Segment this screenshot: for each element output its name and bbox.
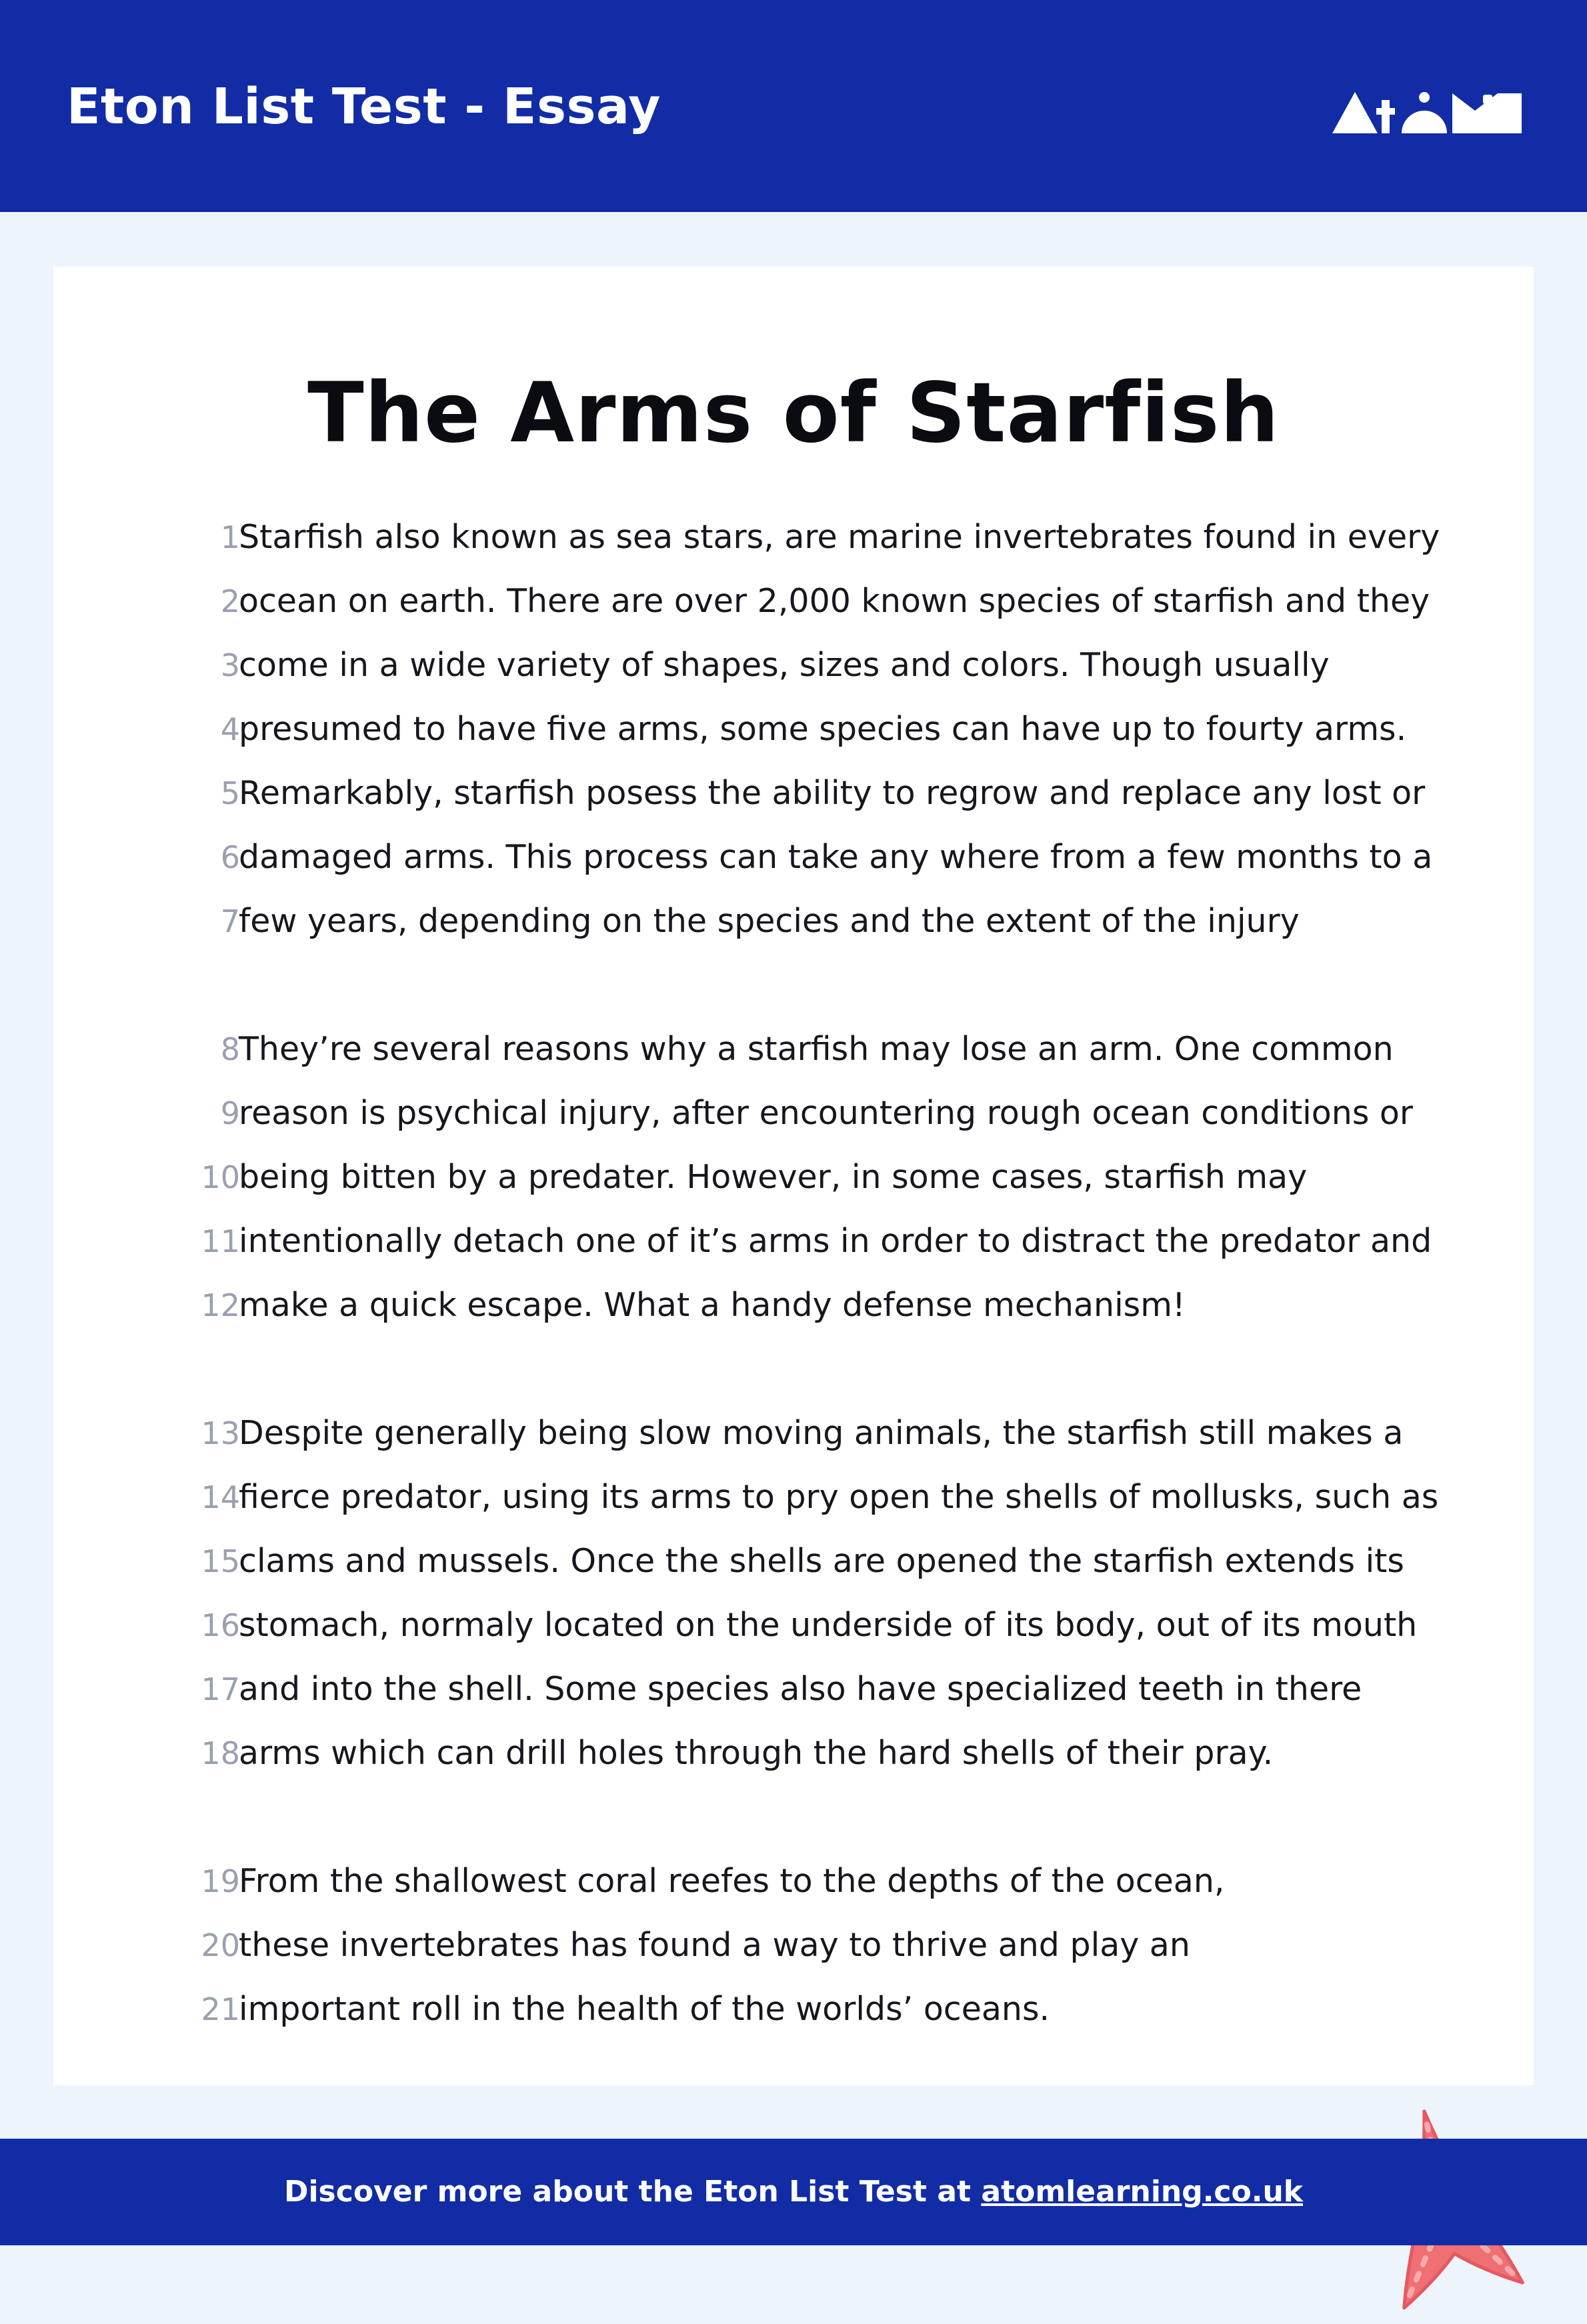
essay-line bbox=[53, 1401, 1534, 1465]
essay-line bbox=[53, 1081, 1534, 1145]
essay-line bbox=[53, 697, 1534, 761]
line-text: arms which can drill holes through the hard shells of their pray. bbox=[239, 1734, 1274, 1772]
line-number: 21 bbox=[201, 1991, 240, 2027]
line-text: important roll in the health of the worlds’ oceans. bbox=[239, 1990, 1050, 2028]
line-number: 12 bbox=[201, 1287, 240, 1323]
essay-title: The Arms of Starfish bbox=[307, 365, 1280, 461]
line-text: come in a wide variety of shapes, sizes and colors. Though usually bbox=[239, 646, 1330, 684]
footer-text bbox=[0, 2139, 1587, 2245]
line-text: From the shallowest coral reefes to the depths of the ocean, bbox=[239, 1862, 1225, 1900]
line-text: few years, depending on the species and the extent of the injury bbox=[239, 902, 1300, 940]
line-text: make a quick escape. What a handy defense mechanism! bbox=[239, 1286, 1186, 1324]
essay-line bbox=[53, 825, 1534, 889]
line-number: 3 bbox=[220, 647, 240, 683]
essay-line bbox=[53, 1913, 1534, 1977]
essay-line bbox=[53, 1977, 1534, 2041]
line-number: 13 bbox=[201, 1415, 240, 1451]
essay-line bbox=[53, 1849, 1534, 1913]
line-number: 9 bbox=[220, 1095, 240, 1131]
essay-line bbox=[53, 1721, 1534, 1785]
line-text: these invertebrates has found a way to thrive and play an bbox=[239, 1926, 1190, 1964]
line-number: 10 bbox=[201, 1159, 240, 1195]
essay-line bbox=[53, 569, 1534, 633]
line-number: 7 bbox=[220, 903, 240, 939]
line-number: 16 bbox=[201, 1607, 240, 1643]
line-text: Remarkably, starfish posess the ability to regrow and replace any lost or bbox=[239, 774, 1426, 812]
line-text: ocean on earth. There are over 2,000 known species of starfish and they bbox=[239, 582, 1430, 620]
essay-lines bbox=[53, 267, 1534, 2085]
line-number: 1 bbox=[220, 519, 240, 555]
line-text: and into the shell. Some species also have specialized teeth in there bbox=[239, 1670, 1362, 1708]
line-text: Starfish also known as sea stars, are marine invertebrates found in every bbox=[239, 518, 1440, 556]
essay-card bbox=[53, 267, 1534, 2085]
essay-line bbox=[53, 1593, 1534, 1657]
line-text: Despite generally being slow moving animals, the starfish still makes a bbox=[239, 1414, 1404, 1452]
line-number: 20 bbox=[201, 1927, 240, 1963]
line-number: 6 bbox=[220, 839, 240, 875]
line-number: 8 bbox=[220, 1031, 240, 1067]
line-text: presumed to have five arms, some species can have up to fourty arms. bbox=[239, 710, 1407, 748]
line-text: They’re several reasons why a starfish may lose an arm. One common bbox=[239, 1030, 1394, 1068]
line-number: 4 bbox=[220, 711, 240, 747]
line-number: 18 bbox=[201, 1735, 240, 1771]
essay-line bbox=[53, 1273, 1534, 1337]
page-header bbox=[0, 0, 1587, 212]
essay-line bbox=[53, 1465, 1534, 1529]
line-number: 2 bbox=[220, 583, 240, 619]
line-number: 14 bbox=[201, 1479, 240, 1515]
essay-line bbox=[53, 889, 1534, 953]
footer-link[interactable]: atomlearning.co.uk bbox=[981, 2175, 1304, 2209]
essay-line bbox=[53, 1529, 1534, 1593]
essay-line bbox=[53, 1017, 1534, 1081]
line-number: 5 bbox=[220, 775, 240, 811]
line-text: damaged arms. This process can take any where from a few months to a bbox=[239, 838, 1433, 876]
essay-line bbox=[53, 1657, 1534, 1721]
line-text: being bitten by a predater. However, in some cases, starfish may bbox=[239, 1158, 1308, 1196]
line-number: 11 bbox=[201, 1223, 240, 1259]
header-title: Eton List Test - Essay bbox=[67, 78, 661, 135]
page-footer bbox=[0, 2139, 1587, 2245]
line-number: 19 bbox=[201, 1863, 240, 1899]
footer-label: Discover more about the Eton List Test at bbox=[283, 2175, 982, 2209]
essay-line bbox=[53, 633, 1534, 697]
line-number: 17 bbox=[201, 1671, 240, 1707]
essay-line bbox=[53, 761, 1534, 825]
essay-line bbox=[53, 1145, 1534, 1209]
line-text: intentionally detach one of it’s arms in order to distract the predator and bbox=[239, 1222, 1432, 1260]
line-text: stomach, normaly located on the underside of its body, out of its mouth bbox=[239, 1606, 1418, 1644]
essay-line bbox=[53, 505, 1534, 569]
line-text: reason is psychical injury, after encountering rough ocean conditions or bbox=[239, 1094, 1414, 1132]
line-text: fierce predator, using its arms to pry open the shells of mollusks, such as bbox=[239, 1478, 1439, 1516]
atom-logo bbox=[1332, 91, 1522, 133]
line-number: 15 bbox=[201, 1543, 240, 1579]
essay-line bbox=[53, 1209, 1534, 1273]
line-text: clams and mussels. Once the shells are opened the starfish extends its bbox=[239, 1542, 1404, 1580]
